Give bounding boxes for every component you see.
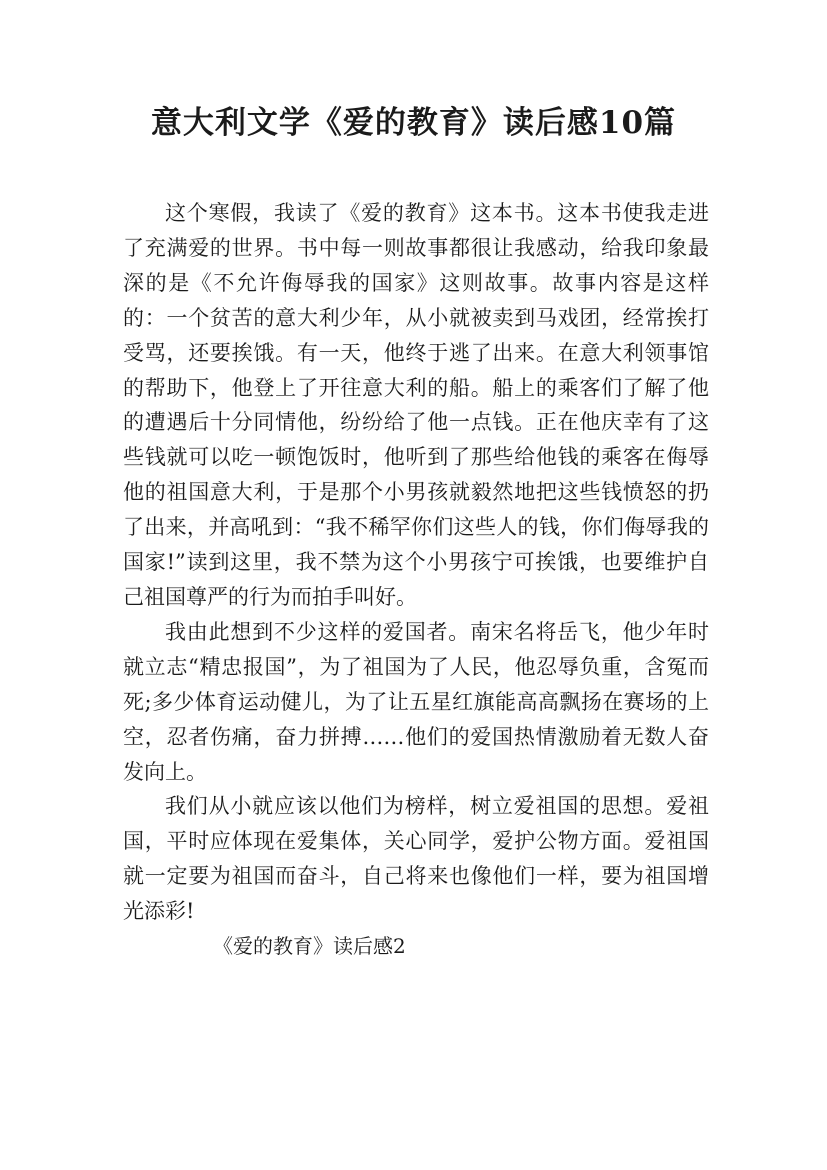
paragraph-1: 这个寒假，我读了《爱的教育》这本书。这本书使我走进了充满爱的世界。书中每一则故事都很让我感动，给我印象最深的是《不允许侮辱我的国家》这则故事。故事内容是这样的：一个贫苦的意大利少年，从小就被卖到马戏团，经常挨打受骂，还要挨饿。有一天，他终于逃了出来。在意大利领事馆的帮助下，他登上了开往意大利的船。船上的乘客们了解了他的遭遇后十分同情他，纷纷给了他一点钱。正在他庆幸有了这些钱就可以吃一顿饱饭时，他听到了那些给他钱的乘客在侮辱他的祖国意大利，于是那个小男孩就毅然地把这些钱愤怒的扔了出来，并高吼到：“我不稀罕你们这些人的钱，你们侮辱我的国家!”读到这里，我不禁为这个小男孩宁可挨饿，也要维护自己祖国尊严的行为而拍手叫好。 xyxy=(123,201,709,609)
paragraph-2: 我由此想到不少这样的爱国者。南宋名将岳飞，他少年时就立志“精忠报国”，为了祖国为了人民，他忍辱负重，含冤而死;多少体育运动健儿，为了让五星红旗能高高飘扬在赛场的上空，忍者伤痛，奋力拼搏……他们的爱国热情激励着无数人奋发向上。 xyxy=(123,619,709,784)
document-body xyxy=(123,196,709,963)
section-subheading: 《爱的教育》读后感2 xyxy=(213,934,406,959)
document-title: 意大利文学《爱的教育》读后感10篇 xyxy=(150,105,677,141)
paragraph-3: 我们从小就应该以他们为榜样，树立爱祖国的思想。爱祖国，平时应体现在爱集体，关心同学，爱护公物方面。爱祖国就一定要为祖国而奋斗，自己将来也像他们一样，要为祖国增光添彩! xyxy=(123,794,709,924)
